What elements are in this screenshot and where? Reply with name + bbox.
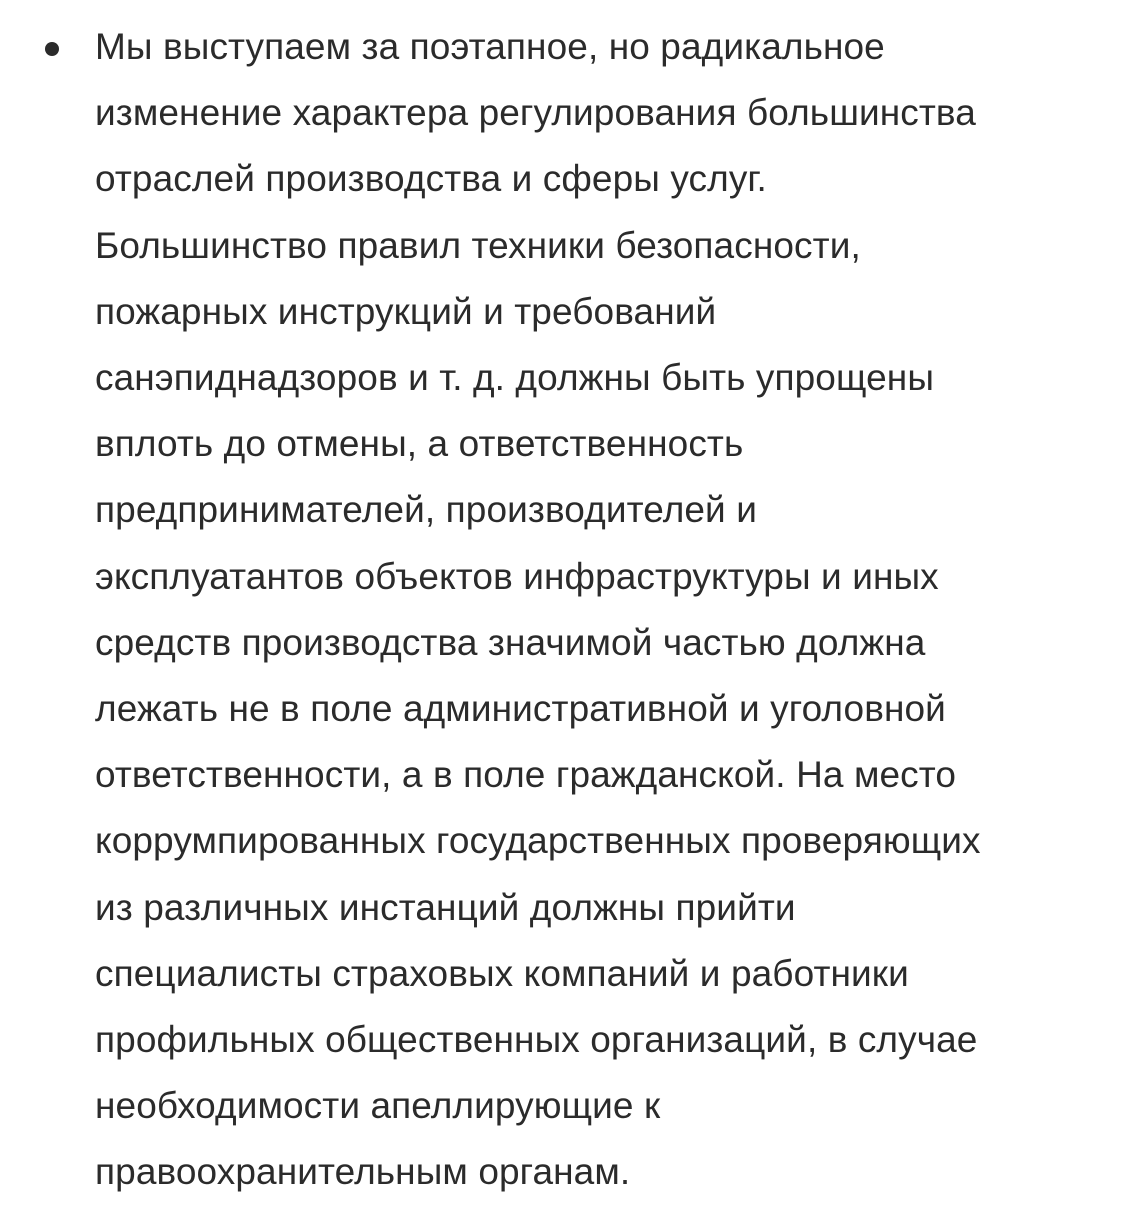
text-line: Мы выступаем за поэтапное, но радикальное [95, 26, 885, 67]
bullet-icon [45, 42, 59, 56]
text-line: предпринимателей, производителей и [95, 489, 757, 531]
text-line: изменение характера регулирования большинства [95, 92, 976, 134]
text-line: пожарных инструкций и требований [95, 290, 717, 332]
text-line: вплоть до отмены, а ответственность [95, 423, 744, 465]
text-line: необходимости апеллирующие к [95, 1085, 661, 1127]
text-line: средств производства значимой частью должна [95, 621, 926, 663]
text-line: отраслей производства и сферы услуг. [95, 158, 767, 200]
text-line: коррумпированных государственных проверяющих [95, 820, 981, 862]
text-line: санэпиднадзоров и т. д. должны быть упрощены [95, 357, 935, 399]
text-line: лежать не в поле административной и уголовной [95, 688, 946, 730]
text-line: правоохранительным органам. [95, 1151, 631, 1193]
text-line: Большинство правил техники безопасности, [95, 224, 861, 266]
text-line: ответственности, а в поле гражданской. На место [95, 754, 957, 796]
bullet-list [0, 14, 1125, 1206]
paragraph-text [95, 14, 1107, 1206]
text-line: специалисты страховых компаний и работники [95, 952, 909, 994]
text-line: из различных инстанций должны прийти [95, 886, 796, 928]
text-line: эксплуатантов объектов инфраструктуры и иных [95, 555, 939, 597]
text-line: профильных общественных организаций, в случае [95, 1019, 978, 1061]
list-item [0, 14, 1125, 1206]
